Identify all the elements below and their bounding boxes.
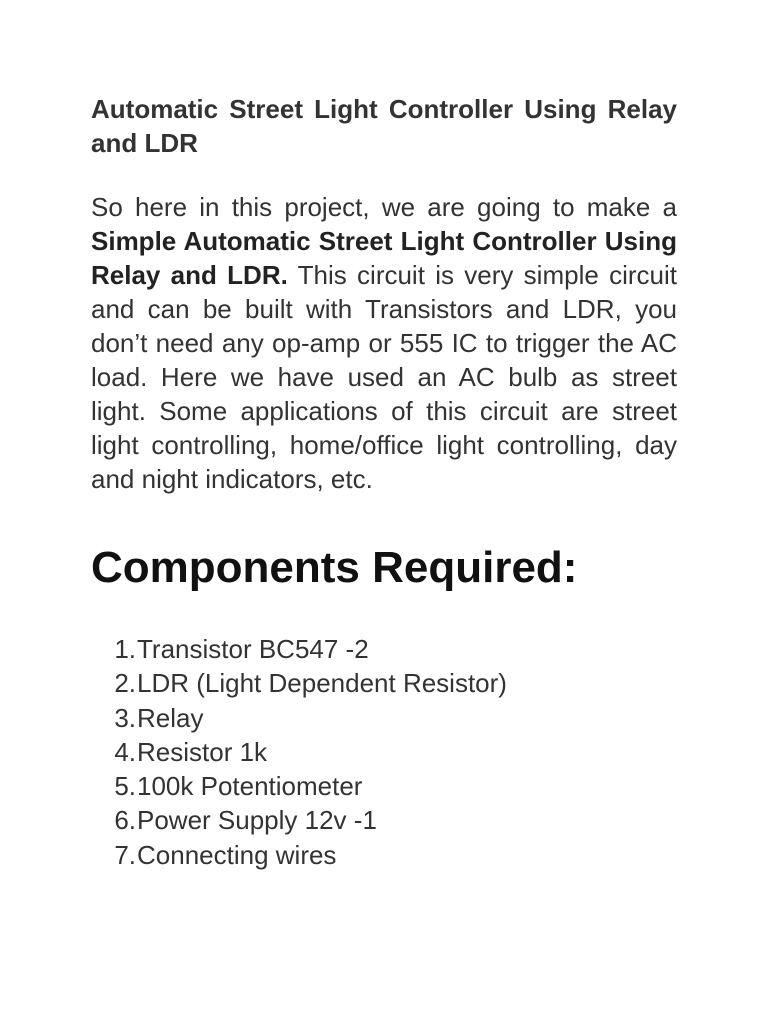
list-item-number: 4. xyxy=(114,736,136,767)
list-item xyxy=(91,735,677,769)
list-item-text: LDR (Light Dependent Resistor) xyxy=(137,668,507,699)
list-item-text: Relay xyxy=(137,702,204,733)
intro-bold-phrase: Simple Automatic Street Light Controller Using Relay and LDR. xyxy=(91,226,677,290)
list-item xyxy=(91,666,677,700)
document-title: Automatic Street Light Controller Using Relay and LDR xyxy=(91,94,677,158)
list-item-text: Transistor BC547 -2 xyxy=(137,634,369,664)
intro-paragraph xyxy=(91,190,677,496)
list-item-number: 1. xyxy=(114,634,136,664)
list-item-text: Resistor 1k xyxy=(137,736,268,767)
list-item-text: Power Supply 12v -1 xyxy=(137,805,377,836)
list-item xyxy=(91,769,677,803)
list-item-number: 3. xyxy=(114,702,136,733)
list-item xyxy=(91,803,677,837)
list-item-number: 5. xyxy=(114,771,136,802)
list-item xyxy=(91,701,677,735)
list-item-number: 7. xyxy=(114,839,136,870)
intro-lead: So here in this project, we are going to make a xyxy=(91,192,677,222)
intro-rest: This circuit is very simple circuit and can be built with Transistors and LDR, you don’t need any op-amp or 555 IC to trigger the AC load. Here we have used an AC bulb as street light. Some applications of this circuit are street light controlling, home/office light controlling, day and night indicators, etc. xyxy=(91,260,677,494)
list-item xyxy=(91,838,677,872)
list-item xyxy=(91,632,677,666)
list-item-number: 2. xyxy=(114,668,136,699)
list-item-text: Connecting wires xyxy=(137,839,337,870)
list-item-text: 100k Potentiometer xyxy=(137,771,363,802)
document-page xyxy=(91,92,677,872)
components-list xyxy=(91,632,677,872)
components-heading: Components Required: xyxy=(91,543,578,592)
list-item-number: 6. xyxy=(114,805,136,836)
